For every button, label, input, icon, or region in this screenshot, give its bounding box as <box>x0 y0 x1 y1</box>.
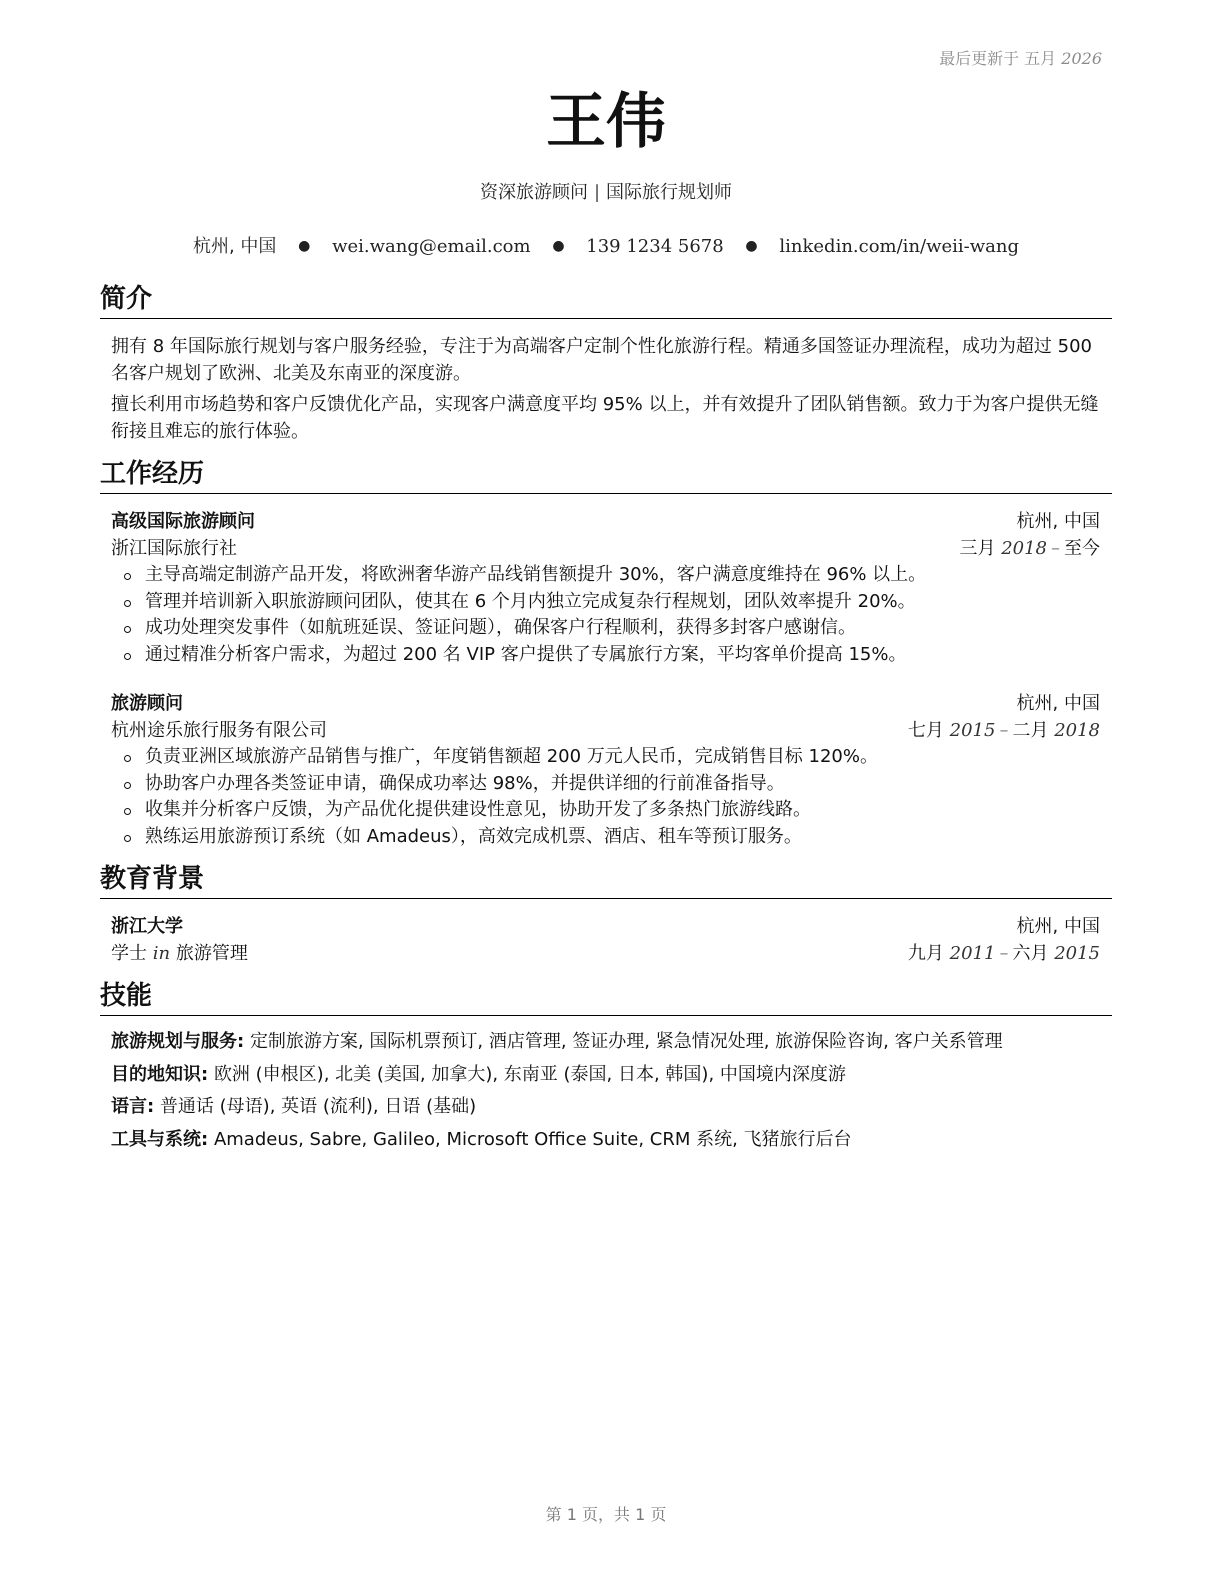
resume-page <box>100 0 1112 1584</box>
date-end-month: 六月 <box>1012 943 1049 964</box>
job-bullet: 收集并分析客户反馈，为产品优化提供建设性意见，协助开发了多条热门旅游线路。 <box>134 797 1100 824</box>
job-location: 杭州, 中国 <box>1016 511 1100 532</box>
job-bullet: 主导高端定制游产品开发，将欧洲奢华游产品线销售额提升 30%，客户满意度维持在 96% 以上。 <box>134 562 1100 589</box>
skill-line <box>100 1124 1112 1157</box>
job-bullet: 负责亚洲区域旅游产品销售与推广，年度销售额超 200 万元人民币，完成销售目标 120%。 <box>134 744 1100 771</box>
contact-linkedin[interactable]: linkedin.com/in/weii-wang <box>779 236 1020 257</box>
job-position: 旅游顾问 <box>111 693 183 714</box>
bullet-separator: ● <box>552 238 565 254</box>
job-company: 浙江国际旅行社 <box>111 538 237 559</box>
job-entry <box>100 508 1112 668</box>
summary-paragraph: 擅长利用市场趋势和客户反馈优化产品，实现客户满意度平均 95% 以上，并有效提升了团队销售额。致力于为客户提供无缝衔接且难忘的旅行体验。 <box>111 394 1099 442</box>
education-dates <box>908 940 1100 967</box>
date-end-year: 2018 <box>1054 720 1100 741</box>
last-updated-year: 2026 <box>1061 49 1102 68</box>
page-number-footer: 第 1 页，共 1 页 <box>545 1505 667 1524</box>
skill-value: 定制旅游方案, 国际机票预订, 酒店管理, 签证办理, 紧急情况处理, 旅游保险咨询, 客户关系管理 <box>249 1031 1003 1052</box>
contact-line <box>100 232 1112 258</box>
section-title-education: 教育背景 <box>100 862 1112 899</box>
date-start-month: 七月 <box>907 720 944 741</box>
job-position: 高级国际旅游顾问 <box>111 511 255 532</box>
date-dash: – <box>999 943 1009 964</box>
job-dates <box>908 717 1100 744</box>
education-section <box>100 862 1112 967</box>
job-bullet: 管理并培训新入职旅游顾问团队，使其在 6 个月内独立完成复杂行程规划，团队效率提升 20%。 <box>134 589 1100 616</box>
job-dates <box>959 535 1100 562</box>
headline <box>100 178 1112 204</box>
date-start-month: 三月 <box>959 538 996 559</box>
job-bullet: 成功处理突发事件（如航班延误、签证问题），确保客户行程顺利，获得多封客户感谢信。 <box>134 615 1100 642</box>
section-title-summary: 简介 <box>100 282 1112 319</box>
job-bullets <box>111 744 1100 850</box>
date-dash: – <box>999 720 1009 741</box>
skill-line <box>100 1059 1112 1092</box>
job-bullet: 熟练运用旅游预订系统（如 Amadeus），高效完成机票、酒店、租车等预订服务。 <box>134 824 1100 851</box>
date-end-year: 2015 <box>1054 943 1100 964</box>
summary-section <box>100 282 1112 445</box>
skill-value: 欧洲 (申根区), 北美 (美国, 加拿大), 东南亚 (泰国, 日本, 韩国), 中国境内深度游 <box>213 1063 846 1085</box>
headline-separator: | <box>593 182 601 203</box>
skill-label: 工具与系统: <box>111 1128 209 1150</box>
job-bullets <box>111 562 1100 668</box>
experience-section <box>100 457 1112 850</box>
date-start-month: 九月 <box>907 943 944 964</box>
education-entry <box>100 913 1112 967</box>
skill-value: 普通话 (母语), 英语 (流利), 日语 (基础) <box>159 1096 477 1117</box>
job-company: 杭州途乐旅行服务有限公司 <box>111 720 327 741</box>
job-bullet: 通过精准分析客户需求，为超过 200 名 VIP 客户提供了专属旅行方案，平均客单价提高 15%。 <box>134 642 1100 669</box>
section-title-skills: 技能 <box>100 979 1112 1016</box>
contact-phone: 139 1234 5678 <box>586 236 724 257</box>
bullet-separator: ● <box>298 238 311 254</box>
contact-email[interactable]: wei.wang@email.com <box>332 236 531 257</box>
job-entry <box>100 690 1112 850</box>
date-start-year: 2015 <box>949 720 996 741</box>
contact-location: 杭州, 中国 <box>192 236 277 257</box>
last-updated-month: 五月 <box>1024 49 1057 68</box>
summary-paragraph: 拥有 8 年国际旅行规划与客户服务经验，专注于为高端客户定制个性化旅游行程。精通多国签证办理流程，成功为超过 500 名客户规划了欧洲、北美及东南亚的深度游。 <box>111 336 1092 384</box>
skills-section <box>100 979 1112 1156</box>
date-end-month: 二月 <box>1012 720 1049 741</box>
last-updated-label: 最后更新于 <box>939 49 1020 68</box>
date-end-month: 至今 <box>1064 538 1100 559</box>
skill-line <box>100 1091 1112 1124</box>
degree-type: 学士 <box>111 943 147 964</box>
skill-line <box>100 1026 1112 1059</box>
skill-label: 目的地知识: <box>111 1063 209 1085</box>
headline-title-2: 国际旅行规划师 <box>606 182 733 203</box>
candidate-name: 王伟 <box>546 87 666 157</box>
date-dash: – <box>1051 538 1060 559</box>
degree <box>111 940 248 967</box>
degree-major: 旅游管理 <box>175 943 248 964</box>
school-location: 杭州, 中国 <box>1016 916 1100 937</box>
skill-label: 旅游规划与服务: <box>111 1031 245 1052</box>
date-start-year: 2018 <box>1001 538 1047 559</box>
job-bullet: 协助客户办理各类签证申请，确保成功率达 98%，并提供详细的行前准备指导。 <box>134 771 1100 798</box>
skill-label: 语言: <box>111 1096 155 1117</box>
last-updated <box>939 46 1102 69</box>
school-name: 浙江大学 <box>111 916 183 937</box>
skill-value: Amadeus, Sabre, Galileo, Microsoft Office Suite, CRM 系统, 飞猪旅行后台 <box>213 1128 852 1150</box>
job-location: 杭州, 中国 <box>1016 693 1100 714</box>
headline-title-1: 资深旅游顾问 <box>479 182 588 203</box>
bullet-separator: ● <box>745 238 758 254</box>
degree-in: in <box>152 943 171 964</box>
date-start-year: 2011 <box>949 943 996 964</box>
section-title-experience: 工作经历 <box>100 457 1112 494</box>
